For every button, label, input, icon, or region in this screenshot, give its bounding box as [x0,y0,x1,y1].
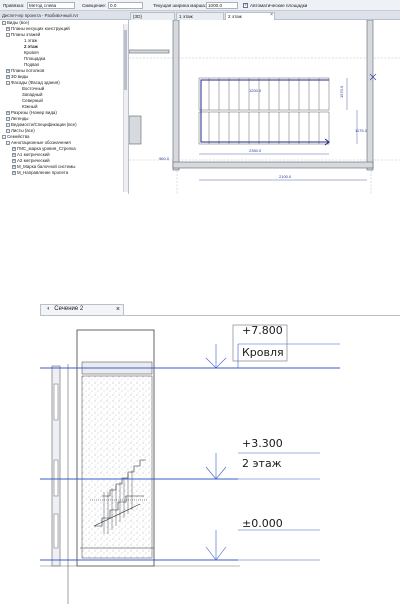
tree-item[interactable]: + А1 метрический [13,152,50,157]
tab-section-label: Сечение 2 [54,306,84,312]
tree-item[interactable]: - Планы этажей [7,32,41,37]
level-value[interactable]: ±0.000 [242,517,283,530]
dimension-label: 960.0 [159,156,170,161]
dimension-label: 2350.0 [249,148,262,153]
level-name[interactable]: 2 этаж [242,457,282,470]
dimension-label: 1175.0 [355,128,367,133]
tree-item[interactable]: + М_Направление пролета [13,170,69,175]
tree-item[interactable]: + А2 метрический [13,158,50,163]
collapse-icon[interactable]: - [7,141,9,145]
expand-icon[interactable]: + [13,159,16,163]
tree-item[interactable]: - Семейства [3,134,30,139]
tree-item[interactable]: Восточный [22,86,45,91]
tree-item[interactable]: ▫ Листы (все) [7,128,35,133]
plan-view-canvas[interactable] [129,20,400,194]
collapse-icon[interactable]: - [7,81,9,85]
level-value[interactable]: +3.300 [242,437,283,450]
expand-icon[interactable]: + [7,75,10,79]
browser-scrollbar-thumb[interactable] [124,30,127,90]
level-name[interactable]: Кровля [242,346,284,359]
collapse-icon[interactable]: - [7,33,9,37]
schedule-icon: ▫ [7,123,9,127]
tread-width-label: Текущая ширина марша: [153,3,207,8]
tree-item[interactable]: Северный [22,98,43,103]
collapse-icon[interactable]: - [3,135,5,139]
project-browser [0,20,129,194]
expand-icon[interactable]: + [13,147,16,151]
tree-item[interactable]: Площадка [24,56,46,61]
tab-3d-label: {3D} [133,14,142,19]
dimension-label: 1200.0 [249,88,262,93]
dimension-label: 2100.0 [279,174,292,179]
windows [54,384,58,548]
tree-item[interactable]: + 3D виды [7,74,29,79]
tree-item[interactable]: + М_Марка балочной системы [13,164,76,169]
tab-floor-2[interactable] [225,12,275,20]
sheet-icon: ▫ [7,129,9,133]
attach-select[interactable]: Метод слева [27,2,75,9]
section-view-canvas[interactable] [40,304,400,607]
tree-item[interactable]: + Планы несущих конструкций [7,26,70,31]
tree-item[interactable]: - Виды (все) [3,20,30,25]
expand-icon[interactable]: + [13,153,16,157]
close-icon[interactable]: × [270,12,273,18]
tree-item[interactable]: + ГМС_марка уровня_Стрелка [13,146,76,151]
legend-icon: ▫ [7,117,9,121]
tree-item[interactable]: + Планы потолков [7,68,45,73]
tab-3d[interactable] [130,12,175,20]
tree-item[interactable]: Южный [22,104,38,109]
tree-item[interactable]: - Фасады (Фасад здания) [7,80,60,85]
stair-treads [199,78,329,144]
options-bar [0,0,400,11]
tree-item[interactable]: Кровля [24,50,39,55]
collapse-icon[interactable]: - [3,21,5,25]
offset-label: Смещение: [82,3,107,8]
expand-icon[interactable]: + [13,171,16,175]
browser-title: Диспетчер проекта - Разбивочный.rvt [2,13,78,18]
tree-item[interactable]: Западный [22,92,43,97]
expand-icon[interactable]: + [7,27,10,31]
wall-section [82,376,152,558]
tree-item[interactable]: ▫ Легенды [7,116,29,121]
tree-item[interactable]: 1 этаж [24,38,38,43]
tread-width-input[interactable]: 1000.0 [206,2,238,9]
level-value[interactable]: +7.800 [242,324,283,337]
expand-icon[interactable]: + [7,111,10,115]
expand-icon[interactable]: + [13,165,16,169]
tree-item[interactable]: ▫ Ведомости/Спецификации (все) [7,122,77,127]
stair-path [201,80,329,145]
plan-drawing [129,20,400,194]
tree-item[interactable]: Подвал [24,62,40,67]
tab-floor-1-label: 1 этаж [179,14,193,19]
dimension-label: 1570.0 [339,85,344,98]
tree-item[interactable]: - Аннотационные обозначения [7,140,71,145]
auto-platform-checkbox[interactable] [243,3,248,8]
section-drawing [40,304,400,607]
auto-platform-label: Автоматические площадки [250,3,308,8]
section-view-icon: ◐ [47,306,51,312]
tab-floor-1[interactable] [176,12,224,20]
offset-input[interactable]: 0.0 [108,2,143,9]
tab-floor-2-label: 2 этаж [228,14,242,19]
close-icon[interactable]: × [115,306,120,313]
tree-item[interactable]: + Разрезы (Номер вида) [7,110,57,115]
expand-icon[interactable]: + [7,69,10,73]
view-tabs [0,11,400,20]
tree-item-selected[interactable]: 2 этаж [24,44,38,49]
attach-label: Привязка: [3,3,25,8]
